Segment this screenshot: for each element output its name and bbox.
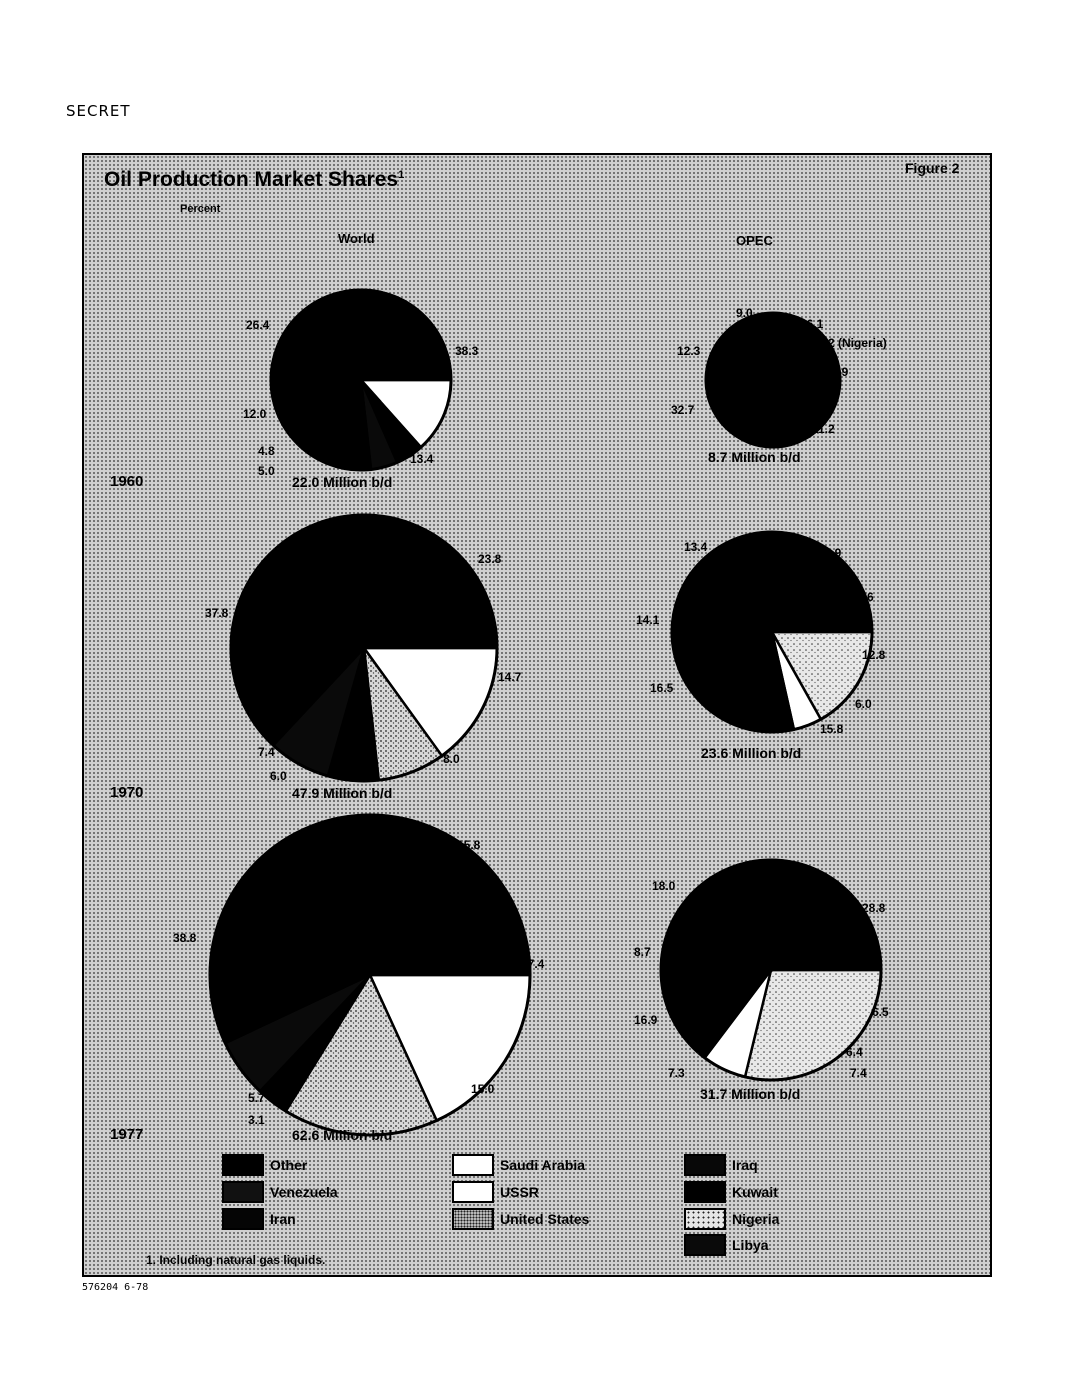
- slice-label-world-2-0: 17.4: [521, 957, 545, 971]
- legend-swatch-kuwait: [684, 1181, 726, 1203]
- slice-label-opec-1-5: 16.5: [650, 681, 674, 695]
- slice-label-opec-1-6: 14.1: [636, 613, 660, 627]
- year-label-1960: 1960: [110, 473, 144, 490]
- slice-label-opec-0-5: 12.3: [677, 344, 701, 358]
- slice-label-opec-2-2: 6.4: [846, 1045, 863, 1059]
- chart-title: Oil Production Market Shares$^1$: [104, 168, 405, 191]
- title-footnote-mark: 1: [398, 169, 405, 181]
- legend-item-libya: [684, 1233, 769, 1257]
- legend: [222, 1153, 822, 1263]
- column-header-opec: OPEC: [736, 233, 773, 248]
- legend-item-iraq: [684, 1153, 758, 1177]
- total-label-world-0: 22.0 Million b/d: [292, 474, 393, 490]
- pie-slice-world-1-5: [364, 515, 497, 648]
- legend-label-iran: Iran: [270, 1211, 296, 1227]
- slice-label-world-2-1: 15.0: [471, 1082, 495, 1096]
- legend-swatch-nigeria: [684, 1208, 726, 1230]
- slice-label-world-0-0: 13.4: [410, 452, 434, 466]
- legend-swatch-us: [452, 1208, 494, 1230]
- legend-label-us: United States: [500, 1211, 590, 1227]
- slice-label-world-1-3: 7.4: [258, 745, 275, 759]
- legend-swatch-iran: [222, 1208, 264, 1230]
- slice-label-opec-2-7: 18.0: [652, 879, 676, 893]
- year-label-1970: 1970: [110, 784, 144, 801]
- legend-label-venezuela: Venezuela: [270, 1184, 338, 1200]
- slice-label-opec-0-2: 18.9: [825, 365, 849, 379]
- total-label-world-2: 62.6 Million b/d: [292, 1127, 393, 1143]
- total-label-opec-0: 8.7 Million b/d: [708, 449, 801, 465]
- slice-label-opec-1-3: 6.0: [855, 697, 872, 711]
- figure-number: Figure 2: [905, 160, 960, 176]
- legend-swatch-iraq: [684, 1154, 726, 1176]
- legend-item-nigeria: [684, 1207, 779, 1231]
- footnote: 1. Including natural gas liquids.: [146, 1253, 326, 1267]
- slice-label-world-1-5: 23.8: [478, 552, 502, 566]
- legend-item-other: [222, 1153, 307, 1177]
- legend-label-iraq: Iraq: [732, 1157, 758, 1173]
- slice-label-world-2-3: 5.7: [248, 1091, 265, 1105]
- slice-label-opec-2-4: 7.3: [668, 1066, 685, 1080]
- slice-label-world-1-1: 8.0: [443, 752, 460, 766]
- slice-label-world-0-3: 12.0: [243, 407, 267, 421]
- slice-label-opec-2-3: 7.4: [850, 1066, 867, 1080]
- slice-label-opec-0-4: 32.7: [671, 403, 695, 417]
- legend-swatch-saudi: [452, 1154, 494, 1176]
- legend-item-iran: [222, 1207, 296, 1231]
- slice-label-opec-1-0: 16.9: [818, 546, 842, 560]
- slice-label-opec-2-1: 6.5: [872, 1005, 889, 1019]
- slice-label-opec-0-0: 16.1: [800, 317, 824, 331]
- slice-label-opec-1-2: 12.8: [862, 648, 886, 662]
- slice-label-world-0-5: 38.3: [455, 344, 479, 358]
- total-label-opec-1: 23.6 Million b/d: [701, 745, 802, 761]
- legend-label-nigeria: Nigeria: [732, 1211, 780, 1227]
- total-label-world-1: 47.9 Million b/d: [292, 785, 393, 801]
- slice-label-opec-1-7: 13.4: [684, 540, 708, 554]
- slice-label-world-0-4: 26.4: [246, 318, 270, 332]
- slice-label-opec-2-6: 8.7: [634, 945, 651, 959]
- slice-label-world-0-1: 5.0: [258, 464, 275, 478]
- legend-item-saudi: [452, 1153, 585, 1177]
- slice-label-world-1-0: 14.7: [498, 670, 522, 684]
- legend-swatch-ussr: [452, 1181, 494, 1203]
- legend-item-venezuela: [222, 1180, 338, 1204]
- legend-item-kuwait: [684, 1180, 778, 1204]
- legend-item-ussr: [452, 1180, 539, 1204]
- classification-marking: SECRET: [66, 102, 131, 120]
- legend-label-libya: Libya: [732, 1237, 769, 1253]
- slice-label-opec-1-4: 15.8: [820, 722, 844, 736]
- legend-label-kuwait: Kuwait: [732, 1184, 778, 1200]
- slice-label-opec-0-3: 11.2: [812, 422, 835, 436]
- slice-label-world-1-4: 37.8: [205, 606, 229, 620]
- slice-label-opec-0-1: 0.2 (Nigeria): [818, 336, 887, 350]
- slice-label-world-0-2: 4.8: [258, 444, 275, 458]
- legend-label-saudi: Saudi Arabia: [500, 1157, 586, 1173]
- year-label-1977: 1977: [110, 1126, 144, 1143]
- legend-label-ussr: USSR: [500, 1184, 539, 1200]
- legend-item-us: [452, 1207, 589, 1231]
- column-header-world: World: [338, 231, 375, 246]
- legend-swatch-other: [222, 1154, 264, 1176]
- slice-label-opec-1-1: 4.6: [857, 590, 874, 604]
- slice-label-world-1-2: 6.0: [270, 769, 287, 783]
- slice-label-world-2-4: 38.8: [173, 931, 197, 945]
- units-label: Percent: [180, 203, 221, 215]
- total-label-opec-2: 31.7 Million b/d: [700, 1086, 801, 1102]
- slice-label-world-2-5: 15.8: [457, 838, 481, 852]
- legend-swatch-venezuela: [222, 1181, 264, 1203]
- slice-label-world-2-2: 3.1: [248, 1113, 265, 1127]
- legend-swatch-libya: [684, 1234, 726, 1256]
- slice-label-opec-2-5: 16.9: [634, 1013, 658, 1027]
- legend-label-other: Other: [270, 1157, 308, 1173]
- slice-label-opec-0-6: 9.0: [736, 306, 753, 320]
- document-id: 576204 6-78: [82, 1282, 149, 1293]
- slice-label-opec-2-0: 28.8: [862, 901, 886, 915]
